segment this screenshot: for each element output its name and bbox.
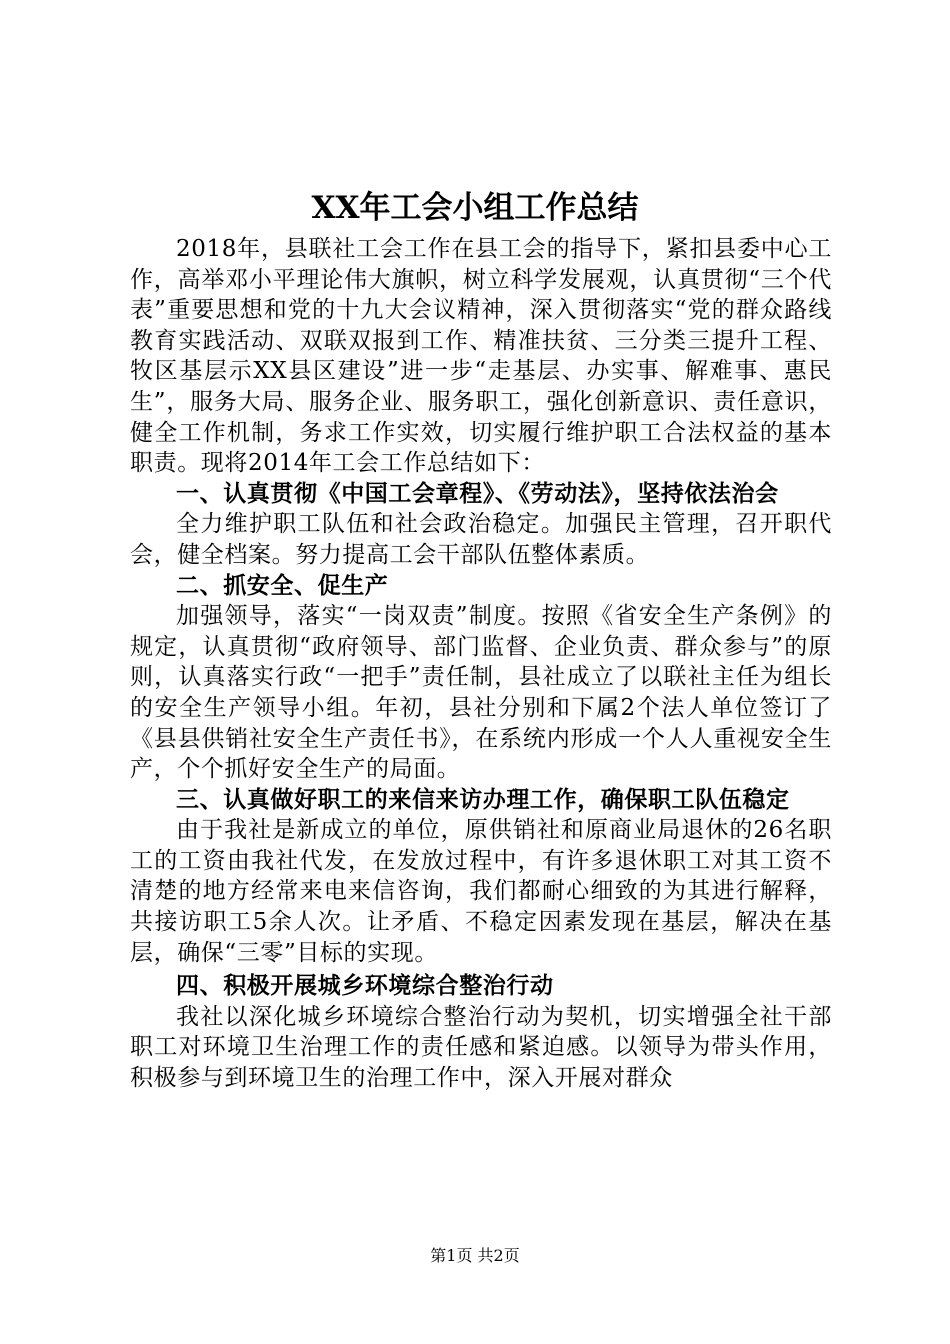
section-heading-4: 四、积极开展城乡环境综合整治行动 bbox=[176, 973, 554, 1000]
section-paragraph-2: 加强领导，落实“一岗双责”制度。按照《省安全生产条例》的规定，认真贯彻“政府领导、部门监督、企业负责、群众参与”的原则，认真落实行政“一把手”责任制，县社成立了以联社主任为组长的安全生产领导小组。年初，县社分别和下属2个法人单位签订了《县县供销社安全生产责任书》，在系统内形成一个人人重视安全生产，个个抓好安全生产的局面。 bbox=[130, 603, 832, 783]
document-title: XX年工会小组工作总结 bbox=[311, 190, 639, 226]
section-heading-3: 三、认真做好职工的来信来访办理工作，确保职工队伍稳定 bbox=[176, 786, 790, 813]
section-heading-2: 二、抓安全、促生产 bbox=[176, 572, 389, 599]
document-body bbox=[130, 234, 832, 1094]
section-paragraph-3: 由于我社是新成立的单位，原供销社和原商业局退休的26名职工的工资由我社代发，在发放过程中，有许多退休职工对其工资不清楚的地方经常来电来信咨询，我们都耐心细致的为其进行解释，共接访职工5余人次。让矛盾、不稳定因素发现在基层，解决在基层，确保“三零”目标的实现。 bbox=[130, 817, 832, 966]
intro-paragraph: 2018年，县联社工会工作在县工会的指导下，紧扣县委中心工作，高举邓小平理论伟大旗帜，树立科学发展观，认真贯彻“三个代表”重要思想和党的十九大会议精神，深入贯彻落实“党的群众路线教育实践活动、双联双报到工作、精准扶贫、三分类三提升工程、牧区基层示XX县区建设”进一步“走基层、办实事、解难事、惠民生”，服务大局、服务企业、服务职工，强化创新意识、责任意识，健全工作机制，务求工作实效，切实履行维护职工合法权益的基本职责。现将2014年工会工作总结如下： bbox=[130, 236, 832, 477]
section-paragraph-1: 全力维护职工队伍和社会政治稳定。加强民主管理，召开职代会，健全档案。努力提高工会干部队伍整体素质。 bbox=[130, 511, 832, 568]
page-footer: 第1页 共2页 bbox=[430, 1246, 520, 1265]
section-paragraph-4: 我社以深化城乡环境综合整治行动为契机，切实增强全社干部职工对环境卫生治理工作的责任感和紧迫感。以领导为带头作用，积极参与到环境卫生的治理工作中，深入开展对群众 bbox=[130, 1003, 832, 1092]
section-heading-1: 一、认真贯彻《中国工会章程》、《劳动法》，坚持依法治会 bbox=[176, 480, 779, 507]
